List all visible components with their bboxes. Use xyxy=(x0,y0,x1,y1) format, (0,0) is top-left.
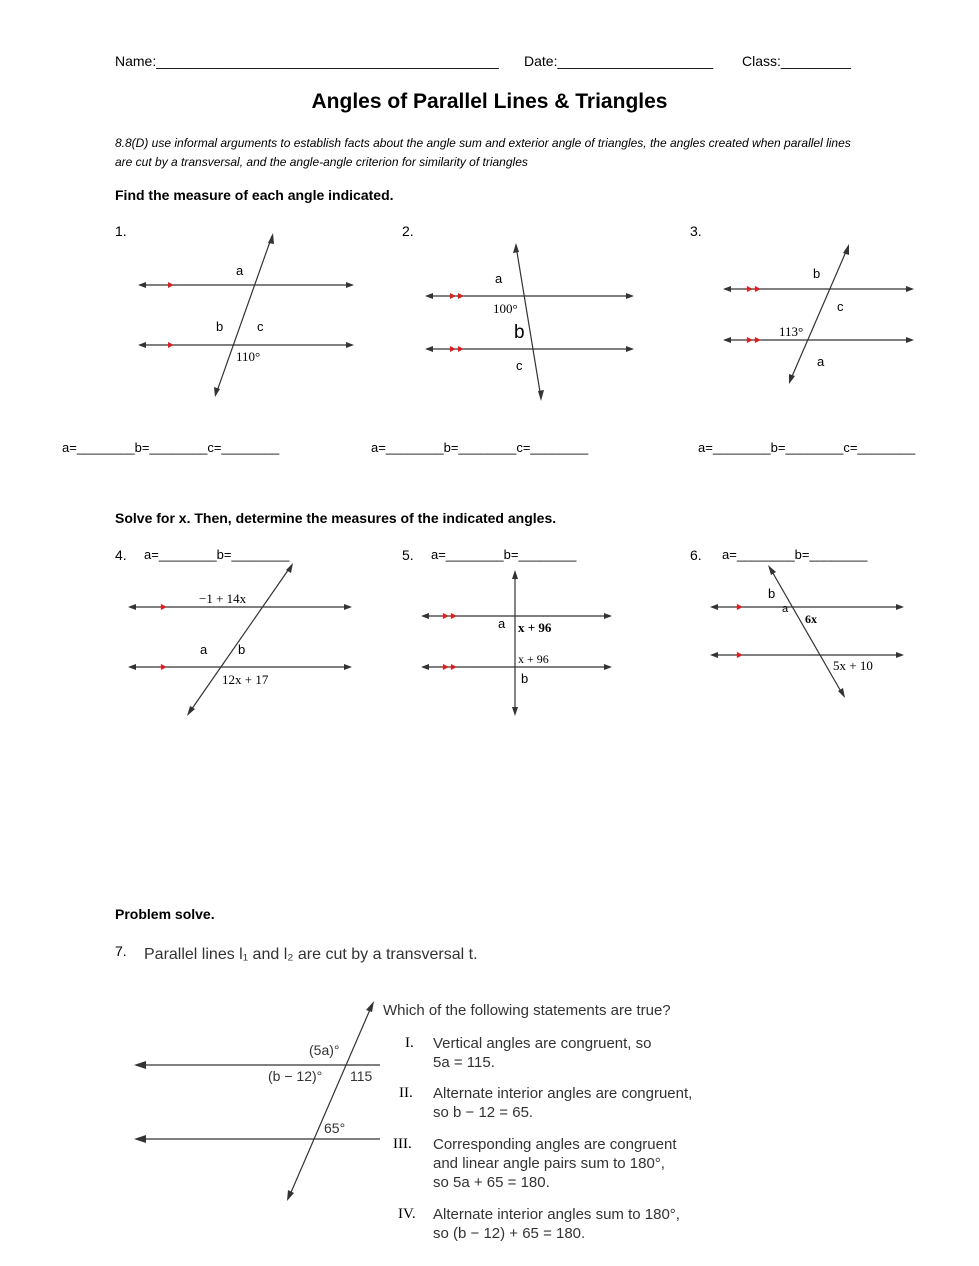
p2-given-angle: 100° xyxy=(493,301,518,316)
p3-label-b: b xyxy=(813,266,821,281)
problem-4-number: 4. xyxy=(115,547,127,563)
section1-instruction: Find the measure of each angle indicated. xyxy=(115,187,394,203)
problem-2-number: 2. xyxy=(402,223,414,239)
p7-statement-3-line1: Corresponding angles are congruent xyxy=(433,1136,677,1153)
p7-label-65: 65° xyxy=(324,1120,346,1136)
p3-given-angle: 113° xyxy=(779,324,804,339)
p1-label-a: a xyxy=(236,263,244,278)
p7-label-5a: (5a)° xyxy=(309,1042,340,1058)
p7-statement-1-line1: Vertical angles are congruent, so xyxy=(433,1035,652,1052)
p4-expr2: 12x + 17 xyxy=(222,672,269,687)
p4-answers[interactable]: a=________b=________ xyxy=(144,547,290,562)
p2-answers[interactable]: a=________b=________c=________ xyxy=(371,440,589,455)
p5-answers[interactable]: a=________b=________ xyxy=(431,547,577,562)
p1-label-c: c xyxy=(257,319,264,334)
problem-7-number: 7. xyxy=(115,943,127,959)
p7-statement-3-line3: so 5a + 65 = 180. xyxy=(433,1174,550,1191)
p7-statement-4-line1: Alternate interior angles sum to 180°, xyxy=(433,1206,680,1223)
p6-label-b: b xyxy=(768,586,776,601)
page-title: Angles of Parallel Lines & Triangles xyxy=(311,90,668,113)
problem-5-number: 5. xyxy=(402,547,414,563)
problem-1-number: 1. xyxy=(115,223,127,239)
p4-label-a: a xyxy=(200,642,208,657)
p7-question: Which of the following statements are true? xyxy=(383,1002,671,1019)
p7-label-b-minus-12: (b − 12)° xyxy=(268,1068,323,1084)
problem-6-number: 6. xyxy=(690,547,702,563)
class-field[interactable]: Class:_________ xyxy=(742,53,851,69)
p7-statement-4-line2: so (b − 12) + 65 = 180. xyxy=(433,1225,586,1242)
p2-label-a: a xyxy=(495,271,503,286)
p1-given-angle: 110° xyxy=(236,349,261,364)
p4-label-b: b xyxy=(238,642,246,657)
section2-instruction: Solve for x. Then, determine the measures of the indicated angles. xyxy=(115,510,557,526)
p5-label-a: a xyxy=(498,616,506,631)
p7-statement-2-line1: Alternate interior angles are congruent, xyxy=(433,1085,693,1102)
p7-statement-4-numeral: IV. xyxy=(398,1206,416,1222)
p7-statement-1-numeral: I. xyxy=(405,1035,414,1051)
p7-statement-3-line2: and linear angle pairs sum to 180°, xyxy=(433,1155,665,1172)
p3-label-c: c xyxy=(837,299,844,314)
p7-statement-1-line2: 5a = 115. xyxy=(433,1054,495,1071)
name-field[interactable]: Name:____________________________________________ xyxy=(115,53,499,69)
p2-label-b: b xyxy=(514,322,525,343)
p3-label-a: a xyxy=(817,354,825,369)
p6-label-a: a xyxy=(782,603,789,615)
p6-expr1: 6x xyxy=(805,612,817,626)
p2-label-c: c xyxy=(516,358,523,373)
p6-expr2: 5x + 10 xyxy=(833,658,873,673)
p7-statement-2-line2: so b − 12 = 65. xyxy=(433,1104,534,1121)
p7-statement-3-numeral: III. xyxy=(393,1136,412,1152)
p1-label-b: b xyxy=(216,319,224,334)
date-field[interactable]: Date:____________________ xyxy=(524,53,714,69)
section3-instruction: Problem solve. xyxy=(115,906,215,922)
problem-3-number: 3. xyxy=(690,223,702,239)
problem-7-prompt: Parallel lines l₁ and l₂ are cut by a transversal t. xyxy=(144,946,478,963)
p5-expr1: x + 96 xyxy=(518,620,552,635)
p7-label-115: 115 xyxy=(350,1068,373,1084)
standard-text: 8.8(D) use informal arguments to establish facts about the angle sum and exterior angle of triangles, the angles created when parallel lines are cut by a transversal, and the angle-angle criterion for similarity of triangles xyxy=(115,136,851,169)
p4-expr1: −1 + 14x xyxy=(199,591,247,606)
p7-statement-2-numeral: II. xyxy=(399,1085,413,1101)
p1-answers[interactable]: a=________b=________c=________ xyxy=(62,440,280,455)
p5-label-b: b xyxy=(521,671,529,686)
p6-answers[interactable]: a=________b=________ xyxy=(722,547,868,562)
p5-expr2: x + 96 xyxy=(518,652,549,666)
p3-answers[interactable]: a=________b=________c=________ xyxy=(698,440,916,455)
